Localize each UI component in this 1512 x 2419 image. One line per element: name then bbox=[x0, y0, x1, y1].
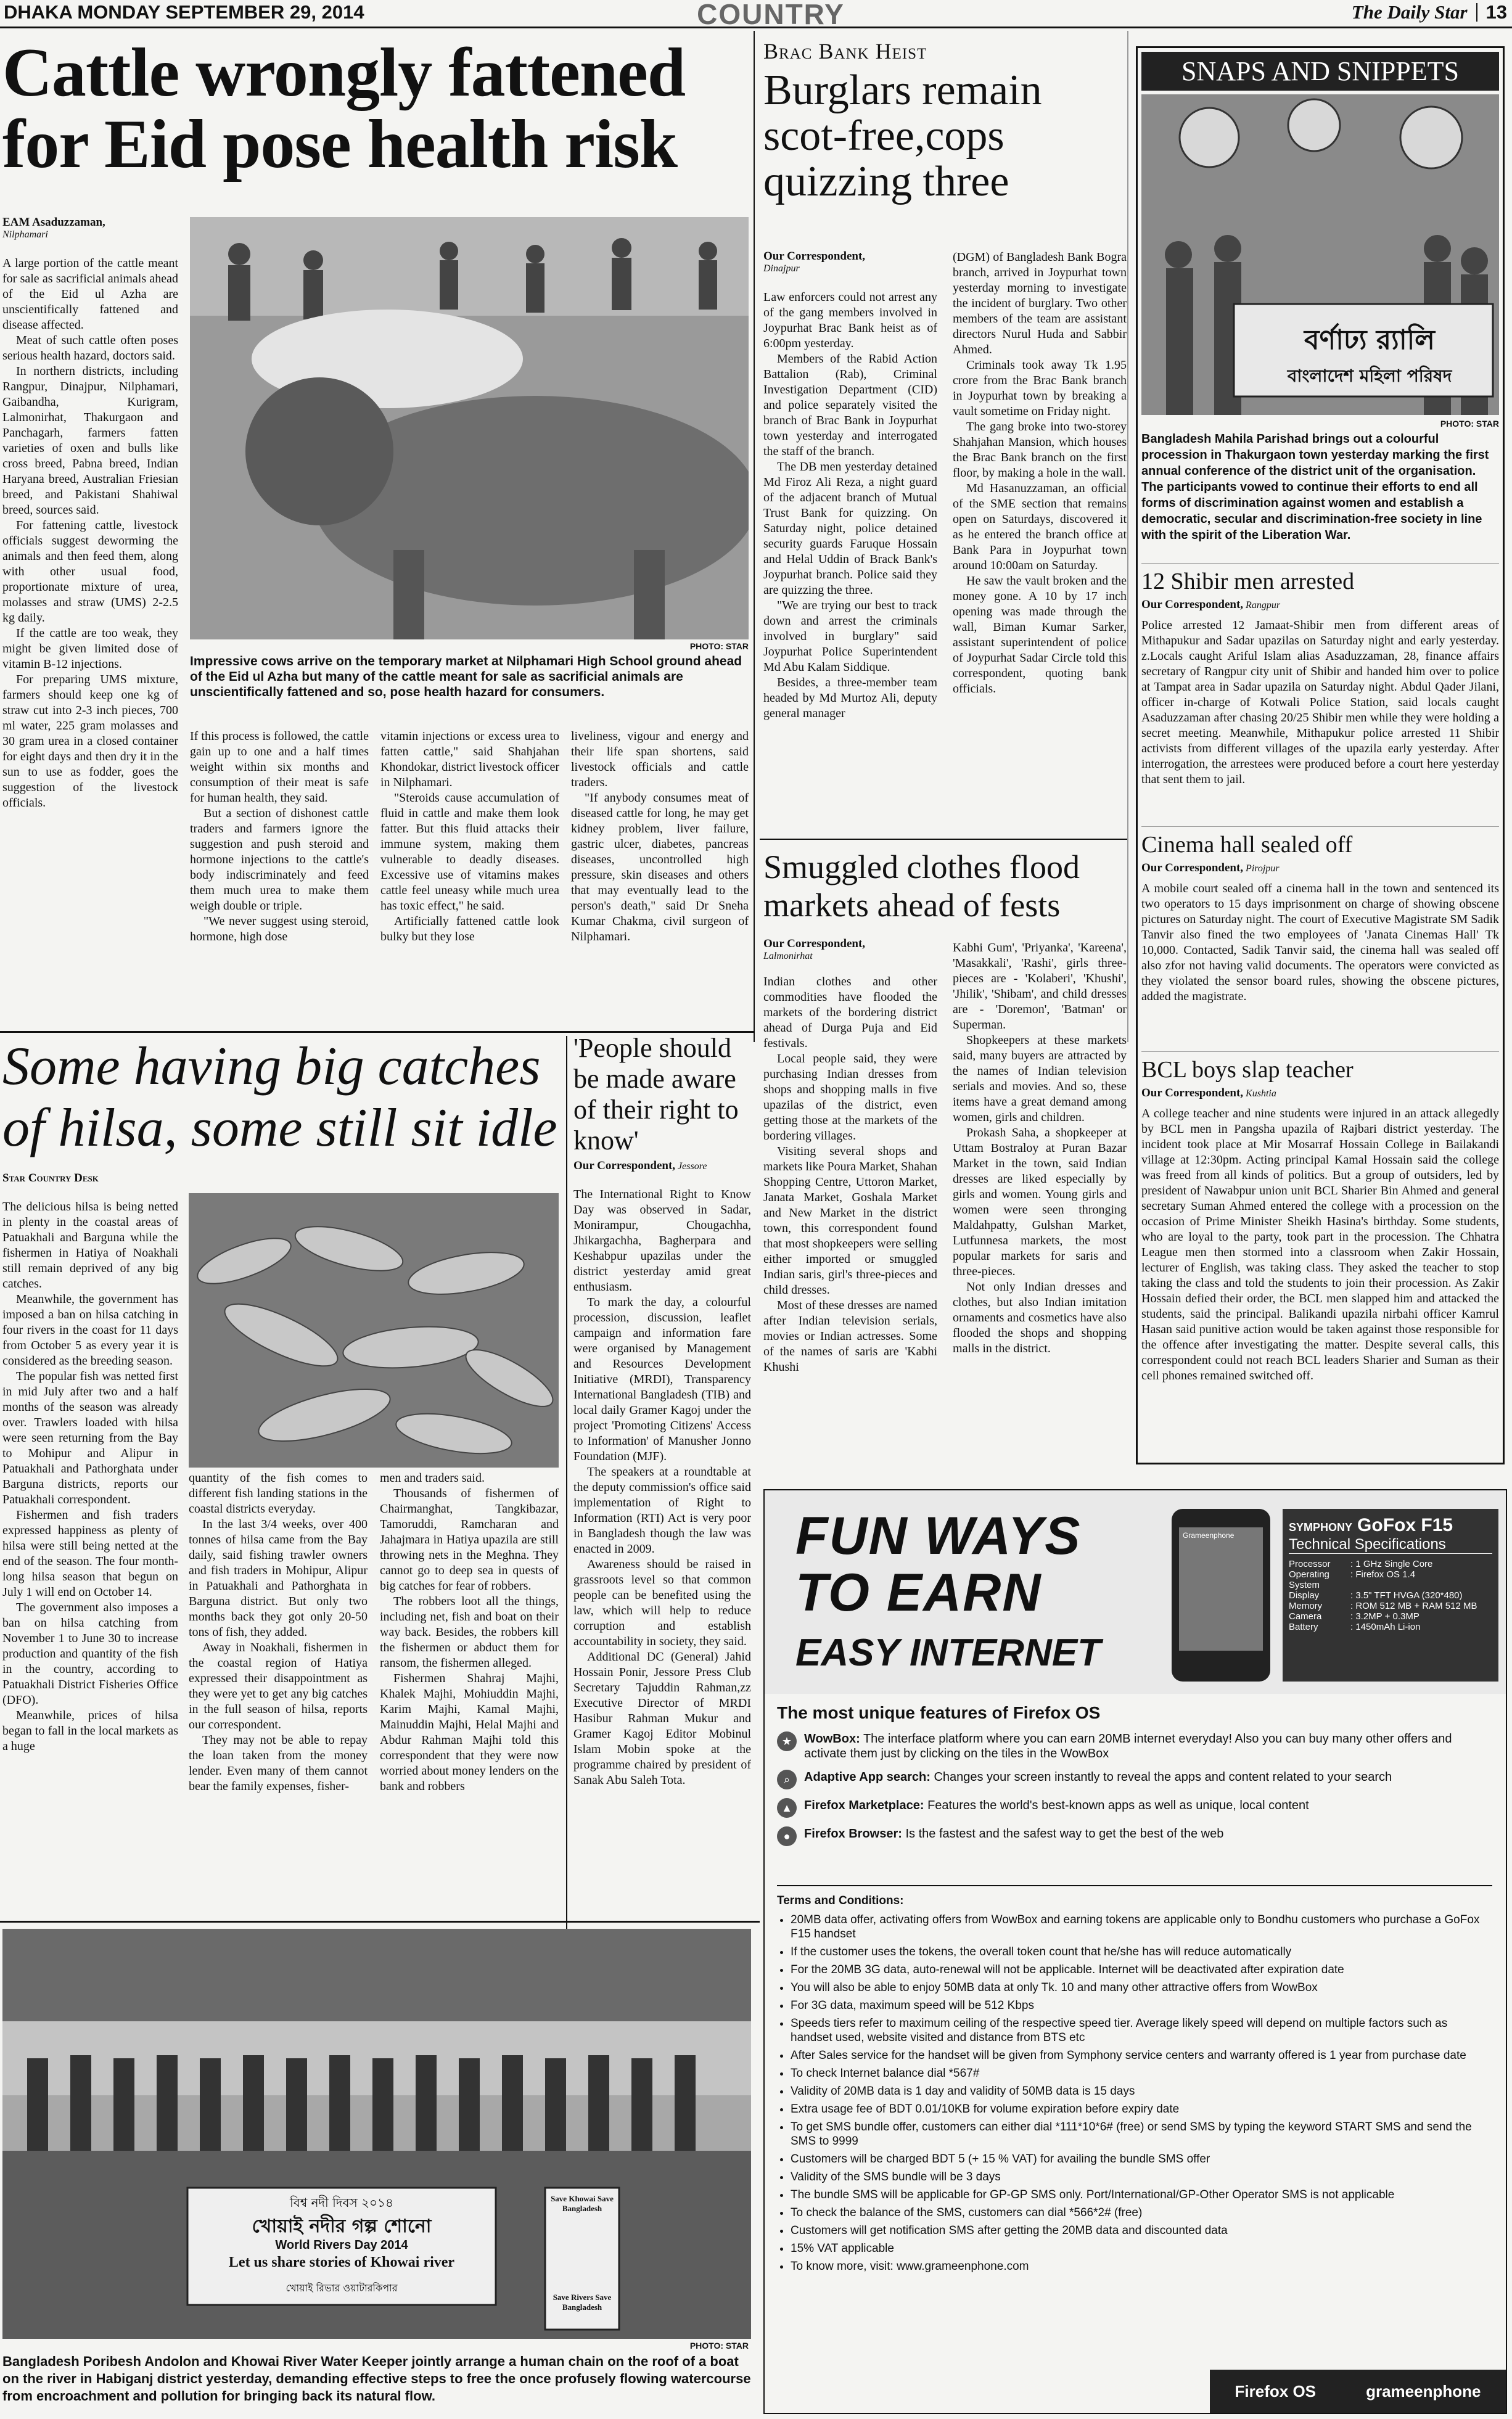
spec-label: Memory bbox=[1289, 1601, 1323, 1611]
para: Shopkeepers at these markets said, many buyers are attracted by the names of Indian television serials and movies. And so, these items have a great demand among women, girls and children. bbox=[953, 1033, 1127, 1124]
para: Local people said, they were purchasing Indian dresses from shops and shopping malls in five upazilas of the district, even getting those at the markets of the bordering villages. bbox=[763, 1052, 937, 1143]
cattle-col3 bbox=[380, 729, 559, 1025]
location: Lalmonirhat bbox=[763, 951, 813, 961]
brac-kicker: Brac Bank Heist bbox=[763, 39, 927, 64]
features-title: The most unique features of Firefox OS bbox=[777, 1703, 1101, 1722]
para: The delicious hilsa is being netted in plenty in the coastal areas of Patuakhali and Barguna while the fishermen in Hatiya of Noakhali still remain deprived of any big catches. bbox=[2, 1200, 178, 1291]
side-banner: Save Rivers Save Bangladesh bbox=[553, 2293, 612, 2312]
chain-caption: Bangladesh Poribesh Andolon and Khowai River Water Keeper jointly arrange a human chain on the roof of a boat on the river in Habiganj district yesterday, demanding effective steps to free the once profusely flowing watercourse from encroachment and pollution for bringing back its natural flow. bbox=[2, 2354, 751, 2404]
procession-banner: বর্ণাঢ্য র‍্যালি bbox=[1304, 324, 1435, 356]
spec-value: : 1450mAh Li-ion bbox=[1350, 1622, 1421, 1632]
para: Indian clothes and other commodities have flooded the markets of the bordering district ahead of Durga Puja and Eid festivals. bbox=[763, 975, 937, 1050]
column-rule bbox=[754, 31, 755, 1042]
para: Besides, a three-member team headed by Md Murtoz Ali, deputy general manager bbox=[763, 676, 937, 720]
para: The gang broke into two-storey Shahjahan Mansion, which houses the Brac Bank branch on the first floor, by making a hole in the wall. bbox=[953, 420, 1127, 480]
column-rule bbox=[566, 1036, 567, 1949]
hilsa-col3 bbox=[380, 1471, 559, 1908]
phone-screen bbox=[1179, 1527, 1263, 1651]
smuggled-col2 bbox=[953, 940, 1127, 1477]
terms-item: • 20MB data offer, activating offers from WowBox and earning tokens are applicable only to Bondhu customers who purchase a GoFox F15 handset bbox=[791, 1913, 1492, 1941]
human-chain-photo-art bbox=[2, 1929, 751, 2339]
para: The popular fish was netted first in mid July after two and a half months of the season was already over. Trawlers loaded with hilsa were seen returning from the Bay to Mohipur and Alipur in Patuakhali and Pathorghata under Barguna districts, reports our Patuakhali correspondent. bbox=[2, 1370, 178, 1506]
divider bbox=[760, 839, 1127, 840]
firefox-icon: ● bbox=[777, 1826, 797, 1846]
tech-specs bbox=[1283, 1509, 1498, 1682]
grameenphone-ad bbox=[763, 1489, 1507, 2414]
location: Jessore bbox=[678, 1161, 707, 1172]
hilsa-col1 bbox=[2, 1199, 178, 1912]
photo-credit: PHOTO: STAR bbox=[689, 2341, 749, 2351]
feature-name: Firefox Marketplace: bbox=[804, 1799, 924, 1812]
author: Our Correspondent, bbox=[1141, 598, 1244, 611]
spec-value: : 3.5" TFT HVGA (320*480) bbox=[1350, 1590, 1463, 1601]
bcl-headline: BCL boys slap teacher bbox=[1141, 1057, 1354, 1083]
terms-title: Terms and Conditions: bbox=[777, 1894, 904, 1907]
section-name: COUNTRY bbox=[697, 0, 845, 28]
aware-body bbox=[573, 1187, 751, 1915]
phone-screen-text: Grameenphone bbox=[1183, 1531, 1235, 1540]
para: Awareness should be raised in grassroots level so that common people can be benefited using the law, which will help to reduce corruption and establish accountability in society, they said. bbox=[573, 1558, 751, 1648]
spec-value: : 3.2MP + 0.3MP bbox=[1350, 1611, 1420, 1622]
para: The International Right to Know Day was observed in Sadar, Monirampur, Chougachha, Jhikargachha, Bagherpara and Keshabpur upazilas under the district yesterday amid great enthusiasm. bbox=[573, 1188, 751, 1294]
cattle-col1 bbox=[2, 256, 178, 1021]
para: Meanwhile, prices of hilsa began to fall in the local markets as a huge bbox=[2, 1709, 178, 1753]
spec-row bbox=[1289, 1622, 1492, 1632]
para: quantity of the fish comes to different fish landing stations in the coastal districts everyday. bbox=[189, 1471, 368, 1516]
author: Our Correspondent, bbox=[1141, 1086, 1244, 1099]
feature-text: Features the world's best-known apps as well as unique, local content bbox=[927, 1799, 1309, 1812]
terms-item: • For 3G data, maximum speed will be 512 Kbps bbox=[791, 1998, 1492, 2013]
banner-line: Let us share stories of Khowai river bbox=[228, 2254, 455, 2270]
aware-headline: 'People should be made aware of their right to know' bbox=[573, 1033, 739, 1156]
marketplace-icon: ▲ bbox=[777, 1798, 797, 1818]
spec-row bbox=[1289, 1611, 1492, 1622]
feature-name: WowBox: bbox=[804, 1732, 860, 1746]
spec-row bbox=[1289, 1601, 1492, 1611]
cattle-byline bbox=[2, 216, 187, 247]
column-rule bbox=[1127, 31, 1128, 1042]
terms-item: • To know more, visit: www.grameenphone.com bbox=[791, 2259, 1492, 2273]
para: Meat of such cattle often poses serious health hazard, doctors said. bbox=[2, 334, 178, 363]
para: For preparing UMS mixture, farmers should keep one kg of straw cut into 2-3 inch pieces, 700 ml water, 225 gram molasses and 30 gram urea in a closed container for eight days and then dry it in the sun to use as fodder, goes the suggestion of the livestock officials. bbox=[2, 673, 178, 810]
cattle-col4 bbox=[571, 729, 749, 1025]
photo-credit: PHOTO: STAR bbox=[1440, 419, 1499, 429]
brac-col1 bbox=[763, 290, 937, 832]
spec-label: Operating System bbox=[1289, 1569, 1329, 1590]
para: Artificially fattened cattle look bulky but they lose bbox=[380, 914, 559, 943]
para: "We are trying our best to track down and arrest the criminals involved in burglary" said Joypurhat Police Superintendent Md Abu Kalam Siddique. bbox=[763, 599, 937, 674]
cattle-headline: Cattle wrongly fattened for Eid pose health risk bbox=[2, 37, 686, 183]
para: Prokash Saha, a shopkeeper at Uttam Bostraloy at Puran Bazar Market in the town, said Indian dresses are liked especially by girls and women. Young girls and women were seen thronging Maldahpatty, Gulshan Market, Lutfunnesa markets, the most popular markets for saris and three-pieces. bbox=[953, 1126, 1127, 1278]
para: If this process is followed, the cattle gain up to one and a half times weight within six months and consumption of their meat is safe for human health, they said. bbox=[190, 729, 369, 805]
page-number: 13 bbox=[1485, 1, 1507, 23]
brand: SYMPHONY bbox=[1289, 1521, 1353, 1534]
hilsa-headline: Some having big catches of hilsa, some still sit idle bbox=[2, 1037, 557, 1158]
para: men and traders said. bbox=[380, 1471, 485, 1485]
para: Kabhi Gum', 'Priyanka', 'Kareena', 'Masakkali', 'Rashi', girls three-pieces are - 'Kolaberi', 'Khushi', 'Jhilik', 'Shibam', and child dresses are - 'Doremon', 'Batman' or Superman. bbox=[953, 941, 1127, 1032]
ad-footer-logos bbox=[1210, 2370, 1506, 2413]
para: "Steroids cause accumulation of fluid in cattle and make them look fatter. But this fluid attacks their immune system, making them vulnerable to deadly diseases. Excessive use of vitamins makes cattle feel uneasy while much urea has toxic effect," he said. bbox=[380, 791, 559, 913]
spec-label: Camera bbox=[1289, 1611, 1322, 1622]
location: Rangpur bbox=[1246, 600, 1281, 610]
snaps-photo bbox=[1141, 94, 1499, 415]
feature-text: Changes your screen instantly to reveal the apps and content related to your search bbox=[934, 1770, 1392, 1784]
model: GoFox F15 bbox=[1357, 1515, 1453, 1535]
author: Our Correspondent, bbox=[573, 1159, 676, 1172]
para: Visiting several shops and markets like Poura Market, Shahan Shopping Centre, Uttoron Market, Janata Market, Goshala Market and New Market in the district town, this correspondent found that most shopkeepers were selling either imported or smuggled Indian saris, girl's three-pieces and child dresses. bbox=[763, 1144, 937, 1297]
terms-item: • To get SMS bundle offer, customers can either dial *111*10*6# (free) or send SMS by typing the keyword START SMS and send the SMS to 9999 bbox=[791, 2120, 1492, 2148]
para: The government also imposes a ban on hilsa catching from November 1 to June 30 to increase production and quantity of the fish in the country, according to Patuakhali District Fisheries Office (DFO). bbox=[2, 1601, 178, 1707]
author: Our Correspondent, bbox=[763, 250, 866, 263]
cattle-caption: Impressive cows arrive on the temporary market at Nilphamari High School ground ahead of the Eid ul Azha but many of the cattle meant for sale as sacrificial animals are unscientifically fattened and so, pose health hazard for consumers. bbox=[190, 654, 742, 699]
feature-item bbox=[777, 1731, 1492, 1761]
smuggled-col1 bbox=[763, 974, 937, 1474]
para: (DGM) of Bangladesh Bank Bogra branch, arrived in Joypurhat town yesterday morning to investigate the incident of burglary. Two other members of the team are assistant directors Nurul Huda and Sabbir Ahmed. bbox=[953, 250, 1127, 356]
smuggled-byline bbox=[763, 937, 936, 968]
photo-credit: PHOTO: STAR bbox=[689, 641, 749, 651]
cinema-headline: Cinema hall sealed off bbox=[1141, 832, 1353, 858]
smuggled-headline: Smuggled clothes flood markets ahead of fests bbox=[763, 848, 1080, 924]
feature-text: Is the fastest and the safest way to get the best of the web bbox=[905, 1827, 1224, 1841]
grameenphone-logo: grameenphone bbox=[1366, 2381, 1481, 2401]
ad-slogan-3: EASY INTERNET bbox=[795, 1632, 1101, 1674]
terms-list bbox=[777, 1913, 1492, 2273]
masthead-divider bbox=[1476, 3, 1477, 22]
cattle-col2 bbox=[190, 729, 369, 1025]
feature-name: Adaptive App search: bbox=[804, 1770, 931, 1784]
para: Not only Indian dresses and clothes, but also Indian imitation ornaments and cosmetics have also flooded the shops and shopping malls in the district. bbox=[953, 1280, 1127, 1355]
terms-item: • 15% VAT applicable bbox=[791, 2241, 1492, 2256]
para: The DB men yesterday detained Md Firoz Ali Reza, a night guard of the adjacent branch of Mutual Trust Bank for quizzing. On Saturday night, police detained security guards Faruque Hossain and Helal Uddin of Brack Bank's Joypurhat branch. Police said they are quizzing the three. bbox=[763, 460, 937, 597]
para: The speakers at a roundtable at the deputy commission's office said implementation of Right to Information (RTI) Act is very poor in Bangladesh though the law was enacted in 2009. bbox=[573, 1465, 751, 1556]
para: Md Hasanuzzaman, an official of the SME section that remains open on Saturdays, discovered it as he entered the branch office at Bank Para in Joypurhat town around 10:00am on Saturday. bbox=[953, 482, 1127, 572]
para: Meanwhile, the government has imposed a ban on hilsa catching in four rivers in the coast for 11 days from October 5 as every year it is considered as the breeding season. bbox=[2, 1292, 178, 1368]
cinema-item bbox=[1141, 826, 1499, 1051]
terms-item: • Validity of the SMS bundle will be 3 days bbox=[791, 2170, 1492, 2184]
divider bbox=[0, 1921, 760, 1923]
masthead bbox=[0, 0, 1512, 28]
banner-line: বিশ্ব নদী দিবস ২০১৪ bbox=[289, 2195, 394, 2210]
para: Law enforcers could not arrest any of the gang members involved in Joypurhat Brac Bank heist as of 6:00pm yesterday. bbox=[763, 290, 937, 350]
para: Members of the Rabid Action Battalion (Rab), Criminal Investigation Department (CID) and police separately visited the branch of Brac Bank in Joypurhat town yesterday and interrogated the staff of the branch. bbox=[763, 352, 937, 458]
snaps-title: SNAPS AND SNIPPETS bbox=[1141, 52, 1499, 91]
brac-headline: Burglars remain scot-free,cops quizzing three bbox=[763, 68, 1042, 205]
banner-line: World Rivers Day 2014 bbox=[275, 2238, 408, 2252]
para: Fishermen and fish traders expressed happiness as plenty of hilsa were still being netted at the end of the season. The four month-long hilsa season that begun on July 1 will end on October 14. bbox=[2, 1508, 178, 1599]
side-banner: Save Khowai Save Bangladesh bbox=[551, 2194, 614, 2213]
hilsa-byline: Star Country Desk bbox=[2, 1172, 99, 1185]
terms-item: • Speeds tiers refer to maximum ceiling of the respective speed tier. Average likely speed will depend on multiple factors such as handset used, website visited and distance from BTS etc bbox=[791, 2016, 1492, 2045]
paper-name: The Daily Star bbox=[1351, 1, 1468, 23]
terms bbox=[777, 1885, 1492, 2277]
para: Criminals took away Tk 1.95 crore from the Brac Bank branch in Joypurhat town by breaking a vault sometime on Friday night. bbox=[953, 358, 1127, 418]
para: Away in Noakhali, fishermen in the coastal region of Hatiya expressed their disappointment as they were yet to get any big catches in the full season of hilsa, reports our correspondent. bbox=[189, 1641, 368, 1731]
spec-title: Technical Specifications bbox=[1289, 1536, 1492, 1554]
spec-label: Display bbox=[1289, 1590, 1320, 1601]
features bbox=[777, 1703, 1492, 1846]
para: "We never suggest using steroid, hormone, high dose bbox=[190, 914, 369, 943]
author: Our Correspondent, bbox=[763, 937, 866, 950]
search-icon: ⌕ bbox=[777, 1770, 797, 1789]
para: He saw the vault broken and the money gone. A 10 by 17 inch opening was made through the wall, Biman Kumar Sarker, assistant superintendent of police of Joypurhat Sadar Circle told this correspondent, quoting bank officials. bbox=[953, 574, 1127, 696]
location: Pirojpur bbox=[1246, 863, 1280, 874]
shibir-item bbox=[1141, 563, 1499, 826]
spec-value: : ROM 512 MB + RAM 512 MB bbox=[1350, 1601, 1477, 1611]
feature-text: The interface platform where you can earn 20MB internet everyday! Also you can buy many other offers and activate them just by clicking on the tiles in the WowBox bbox=[804, 1732, 1452, 1760]
bcl-body: A college teacher and nine students were injured in an attack allegedly by BCL men in Pangsha upazila of Rajbari district yesterday. The incident took place at Mir Mosarraf Hossain College in Bailakandi village at 12:30pm. Acting principal Kamal Hossain said the college was freed from all kinds of politics. But a group of outsiders, led by president of Nawabpur union unit BCL Sharier Bin Ahmed and general secretary Suman Ahmed entered the college with a procession on the occasion of Prime Minister Sheikh Hasina's birthday. Some students, who are loyal to the party, took part in the procession. The Chhatra League men then stormed into a classroom when Zakir Hossain, lecturer of English, was taking class. They asked the teacher to stop taking the class and told the students to join their procession. As Zakir Hossain defied their order, the BCL men slapped him and attacked the students, said the principal. Balikandi upazila nirbahi officer Kamrul Hasan said punitive action would be taken against those responsible for the offence after investigating the matter. Despite several calls, this correspondent could not reach BCL leaders Sharier and Suman as their cell phones remained switched off. bbox=[1141, 1107, 1499, 1382]
banner-line: খোয়াই নদীর গল্প শোনো bbox=[252, 2216, 432, 2237]
brac-col2 bbox=[953, 250, 1127, 829]
terms-item: • To check Internet balance dial *567# bbox=[791, 2066, 1492, 2080]
para: Most of these dresses are named after Indian television serials, movies or Indian actresses. Some of the names of saris are 'Kabhi Khushi bbox=[763, 1299, 937, 1374]
terms-item: • After Sales service for the handset will be given from Symphony service centers and warranty offered is 1 year from purchase date bbox=[791, 2048, 1492, 2063]
hilsa-photo bbox=[189, 1193, 559, 1468]
terms-item: • To check the balance of the SMS, customers can dial *566*2# (free) bbox=[791, 2206, 1492, 2220]
spec-value: : Firefox OS 1.4 bbox=[1350, 1569, 1416, 1580]
para: In northern districts, including Rangpur, Dinajpur, Nilphamari, Gaibandha, Kurigram, Lalmonirhat, Thakurgaon and Panchagarh, farmers fatten varieties of oxen and bulls like cross breed, Pabna breed, Indian Haryana breed, Australian Friesian breed, and Pakistani Shahiwal breed, sources said. bbox=[2, 364, 178, 517]
location: Nilphamari bbox=[2, 229, 48, 240]
firefox-os-logo: Firefox OS bbox=[1235, 2381, 1317, 2401]
terms-item: • You will also be able to enjoy 50MB data at only Tk. 10 and many other attractive offers from WowBox bbox=[791, 1981, 1492, 1995]
para: A large portion of the cattle meant for sale as sacrificial animals ahead of the Eid ul Azha are unscientifically fattened and disease affected. bbox=[2, 257, 178, 332]
cattle-photo-art bbox=[190, 217, 749, 639]
spec-label: Processor bbox=[1289, 1559, 1331, 1569]
terms-item: • The bundle SMS will be applicable for GP-GP SMS only. Port/International/GP-Other Operator SMS is not applicable bbox=[791, 2188, 1492, 2202]
feature-name: Firefox Browser: bbox=[804, 1827, 902, 1841]
para: Additional DC (General) Jahid Hossain Ponir, Jessore Press Club Secretary Tajuddin Rahman,zz Executive Director of MRDI Hasibur Rahman Mukur and Gramer Kagoj Editor Mobinul Islam Mobin spoke at the programme chaired by president of Sanak Abu Saleh Tota. bbox=[573, 1650, 751, 1787]
terms-item: • If the customer uses the tokens, the overall token count that he/she has will reduce automatically bbox=[791, 1945, 1492, 1959]
wowbox-icon: ★ bbox=[777, 1731, 797, 1751]
shibir-body: Police arrested 12 Jamaat-Shibir men from different areas of Mithapukur and Sadar upazilas on Saturday night and early yesterday. z.Locals caught Ariful Islam alias Asaduzzaman, 28, finance affairs secretary of Rangpur city unit of Shibir and handed him over to police at Tampat area in Sadar upazila on Saturday night. Abdul Qader Jilani, officer in-charge of Kotwali Police Station, said locals caught Asaduzzaman after chasing 20/25 Shibir men while they were holding a secret meeting. Meanwhile, Mithapukur police arrested 11 Shibir activists from different villages of the upazila early yesterday. After interrogation, the arrestees were produced before a court here yesterday that sent them to jail. bbox=[1141, 618, 1499, 786]
para: The robbers loot all the things, including net, fish and boat on their way back. Besides, the robbers kill the fishermen or abduct them for ransom, the fishermen alleged. bbox=[380, 1595, 559, 1670]
spec-row bbox=[1289, 1559, 1492, 1569]
para: "If anybody consumes meat of diseased cattle for long, he may get kidney problem, liver failure, gastric ulcer, diabetes, pancreas diseases, uncontrolled high pressure, skin diseases and others that may eventually lead to the person's death," said Dr Sneha Kumar Chakma, civil surgeon of Nilphamari. bbox=[571, 791, 749, 943]
shibir-headline: 12 Shibir men arrested bbox=[1141, 569, 1355, 594]
para: liveliness, vigour and energy and their life span shortens, said livestock officials and cattle traders. bbox=[571, 729, 749, 789]
spec-row bbox=[1289, 1569, 1492, 1590]
spec-label: Battery bbox=[1289, 1622, 1318, 1632]
location: Dinajpur bbox=[763, 263, 800, 274]
feature-item bbox=[777, 1770, 1492, 1789]
terms-item: • Customers will get notification SMS after getting the 20MB data and discounted data bbox=[791, 2224, 1492, 2238]
author: EAM Asaduzzaman, bbox=[2, 216, 105, 229]
ad-slogan-1: FUN WAYS bbox=[795, 1506, 1082, 1566]
masthead-right bbox=[1352, 1, 1507, 23]
dateline: DHAKA MONDAY SEPTEMBER 29, 2014 bbox=[4, 1, 364, 23]
banner-line: খোয়াই রিভার ওয়াটারকিপার bbox=[286, 2282, 398, 2294]
aware-byline bbox=[573, 1159, 752, 1178]
spec-value: : 1 GHz Single Core bbox=[1350, 1559, 1433, 1569]
snaps-caption: Bangladesh Mahila Parishad brings out a colourful procession in Thakurgaon town yesterday marking the first annual conference of the district unit of the organisation. The participants vowed to continue their efforts to end all forms of discrimination against women and establish a democratic, secular and discrimination-free society in line with the spirit of the Liberation War. bbox=[1141, 432, 1489, 542]
brac-byline bbox=[763, 250, 936, 281]
terms-item: • Extra usage fee of BDT 0.01/10KB for volume expiration before expiry date bbox=[791, 2102, 1492, 2116]
terms-item: • Validity of 20MB data is 1 day and validity of 50MB data is 15 days bbox=[791, 2084, 1492, 2098]
ad-header bbox=[765, 1490, 1506, 1694]
para: Thousands of fishermen of Chairmanghat, Tangkibazar, Tamoruddi, Ramcharan and Jahajmara in Hatiya upazila are still throwing nets in the Meghna. They cannot go to deep sea in quests of big catches for fear of robbers. bbox=[380, 1487, 559, 1593]
para: They may not be able to repay the loan taken from the money lender. Even many of them cannot bear the family expenses, fisher- bbox=[189, 1733, 368, 1793]
ad-slogan-2: TO EARN bbox=[795, 1563, 1042, 1622]
cinema-body: A mobile court sealed off a cinema hall in the town and sentenced its two operators to 15 days imprisonment on charge of showing obscene pictures on Saturday night. The court of Executive Magistrate SM Sadik Tanvir also fined the two employees of 'Janata Cinemas Hall' Tk 10,000. Contacted, Sadik Tanvir said, the cinema hall was sealed off also zfor not having valid documents. The operators were convicted as they violated the sensor board rules, showing the obscene pictures, added the magistrate. bbox=[1141, 882, 1499, 1003]
spec-row bbox=[1289, 1590, 1492, 1601]
feature-item bbox=[777, 1798, 1492, 1818]
hilsa-col2 bbox=[189, 1471, 368, 1908]
bcl-item bbox=[1141, 1051, 1499, 1464]
cattle-photo bbox=[190, 217, 749, 639]
terms-item: • For the 20MB 3G data, auto-renewal will not be applicable. Internet will be deactivated after expiration date bbox=[791, 1963, 1492, 1977]
author: Our Correspondent, bbox=[1141, 861, 1244, 874]
location: Kushtia bbox=[1246, 1088, 1276, 1099]
para: In the last 3/4 weeks, over 400 tonnes of hilsa came from the Bay daily, said fishing trawler owners and fish traders in Mohipur, Alipur in Patuakhali and Pathorghata in Barguna district. But only two months back they got only 20-50 tons of fish, they added. bbox=[189, 1518, 368, 1639]
para: For fattening cattle, livestock officials suggest deworming the animals and then feed them, along with other usual food, proportionate mixture of urea, molasses and straw (UMS) 2-2.5 kg daily. bbox=[2, 519, 178, 625]
feature-item bbox=[777, 1826, 1492, 1846]
para: Fishermen Shahraj Majhi, Khalek Majhi, Mohiuddin Majhi, Karim Majhi, Kamal Majhi, Mainuddin Majhi, Helal Majhi and Abdur Rahman Majhi told this correspondent that they were now worried about money lenders on the bank and robbers bbox=[380, 1672, 559, 1793]
human-chain-photo bbox=[2, 1929, 751, 2339]
phone-image bbox=[1172, 1509, 1270, 1682]
hilsa-photo-art bbox=[189, 1193, 559, 1468]
para: To mark the day, a colourful procession, discussion, leaflet campaign and information fare were organised by Management and Resources Development Initiative (MRDI), Transparency International Bangladesh (TIB) and local daily Gramer Kagoj under the project 'Promoting Citizens' Access to Information' of Manusher Jonno Foundation (MJF). bbox=[573, 1296, 751, 1463]
para: But a section of dishonest cattle traders and farmers ignore the suggestion and push steroid and hormone injections to the cattle's body indiscriminately and feed them much urea to make them weigh double or triple. bbox=[190, 807, 369, 913]
terms-item: • Customers will be charged BDT 5 (+ 15 % VAT) for availing the bundle SMS offer bbox=[791, 2152, 1492, 2166]
para: If the cattle are too weak, they might be given limited dose of vitamin B-12 injections. bbox=[2, 626, 178, 671]
procession-banner-sub: বাংলাদেশ মহিলা পরিষদ bbox=[1287, 366, 1452, 386]
snaps-box bbox=[1136, 46, 1505, 1464]
para: vitamin injections or excess urea to fatten cattle," said Shahjahan Khondokar, district livestock officer in Nilphamari. bbox=[380, 729, 559, 789]
